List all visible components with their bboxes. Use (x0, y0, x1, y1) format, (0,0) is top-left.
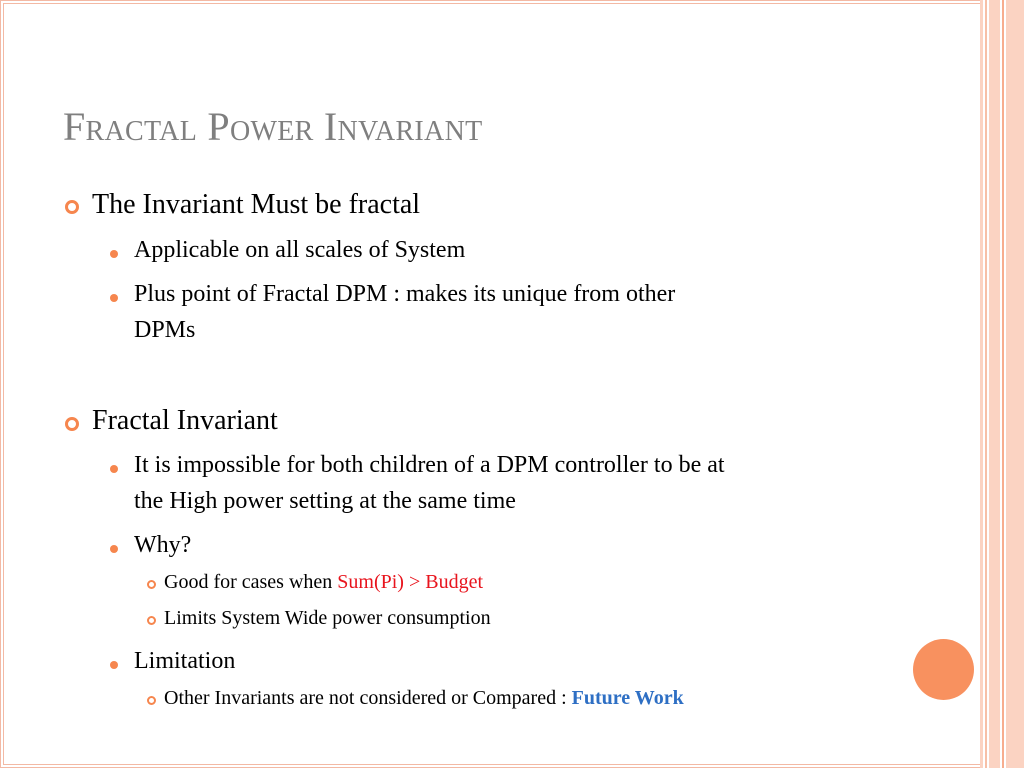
stripe-1 (980, 0, 983, 768)
stripe-5 (1006, 0, 1024, 768)
bullet-2-2-text: Why? (134, 532, 192, 558)
bullet-2-2-1-prefix: Good for cases when (164, 571, 338, 593)
bullet-2-3-1-prefix: Other Invariants are not considered or Compared : (164, 687, 572, 709)
ring-bullet-icon (147, 696, 156, 705)
bullet-1-2-line2: DPMs (134, 317, 196, 343)
bullet-2-2-2-text: Limits System Wide power consumption (164, 607, 491, 629)
bullet-2-3-1-text (164, 687, 684, 710)
ring-bullet-icon (65, 200, 79, 214)
dot-bullet-icon (110, 294, 118, 302)
dot-bullet-icon (110, 250, 118, 258)
bullet-2-1-line2: the High power setting at the same time (134, 488, 516, 514)
bullet-1-text: The Invariant Must be fractal (92, 189, 421, 220)
future-work-highlight: Future Work (571, 687, 684, 709)
ring-bullet-icon (65, 417, 79, 431)
ring-bullet-icon (147, 616, 156, 625)
dot-bullet-icon (110, 465, 118, 473)
bullet-2-3-text: Limitation (134, 648, 236, 674)
bullet-2-text: Fractal Invariant (92, 405, 278, 436)
bullet-1-2-line1: Plus point of Fractal DPM : makes its unique from other (134, 281, 676, 307)
ring-bullet-icon (147, 580, 156, 589)
sum-budget-highlight: Sum(Pi) > Budget (337, 571, 484, 593)
bullet-2-1-line1: It is impossible for both children of a DPM controller to be at (134, 452, 725, 478)
right-decorative-stripes (980, 0, 1024, 768)
stripe-2 (985, 0, 987, 768)
slide-title: Fractal Power Invariant (63, 104, 483, 149)
bullet-2-2-1-text (164, 571, 483, 594)
decorative-circle-icon (913, 639, 974, 700)
stripe-3 (989, 0, 1000, 768)
stripe-4 (1002, 0, 1004, 768)
dot-bullet-icon (110, 545, 118, 553)
bullet-1-1-text: Applicable on all scales of System (134, 237, 466, 263)
dot-bullet-icon (110, 661, 118, 669)
